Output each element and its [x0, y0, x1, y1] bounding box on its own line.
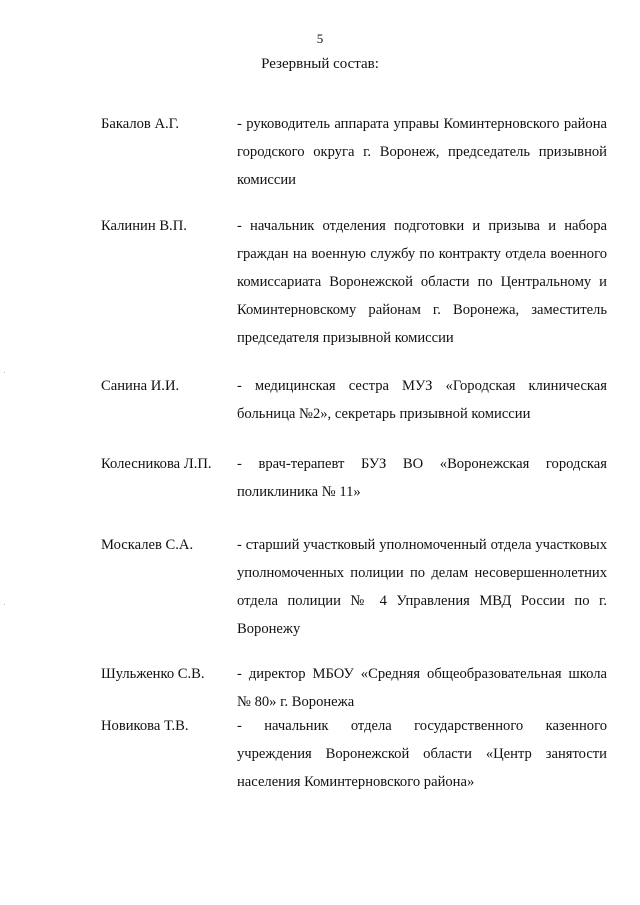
section-title: Резервный состав: [261, 56, 379, 72]
member-name: Колесникова Л.П. [101, 456, 212, 472]
member-role: - директор МБОУ «Средняя общеобразовательная школа № 80» г. Воронежа [237, 666, 607, 710]
member-role: - старший участковый уполномоченный отдела участковых уполномоченных полиции по делам несовершеннолетних отдела полиции № 4 Управления МВД России по г. Воронежу [237, 537, 607, 637]
page-number: 5 [316, 31, 324, 46]
member-name: Бакалов А.Г. [101, 116, 180, 132]
member-name: Москалев С.А. [101, 537, 194, 553]
member-name: Санина И.И. [101, 378, 180, 394]
scan-margin-dot [4, 372, 5, 373]
scan-margin-dot [4, 604, 5, 605]
member-role: - медицинская сестра МУЗ «Городская клиническая больница №2», секретарь призывной комиссии [237, 378, 607, 422]
member-role: - начальник отделения подготовки и призыва и набора граждан на военную службу по контракту отдела военного комиссариата Воронежской области по Центральному и Коминтерновскому районам г. Воронежа, заместитель председателя призывной комиссии [237, 218, 607, 346]
member-name: Новикова Т.В. [101, 718, 189, 734]
member-role: - врач-терапевт БУЗ ВО «Воронежская городская поликлиника № 11» [237, 456, 607, 500]
member-name: Шульженко С.В. [101, 666, 205, 682]
member-role: - начальник отдела государственного казенного учреждения Воронежской области «Центр занятости населения Коминтерновского района» [237, 718, 607, 790]
member-role: - руководитель аппарата управы Коминтерновского района городского округа г. Воронеж, председатель призывной комиссии [237, 116, 607, 188]
member-name: Калинин В.П. [101, 218, 187, 234]
